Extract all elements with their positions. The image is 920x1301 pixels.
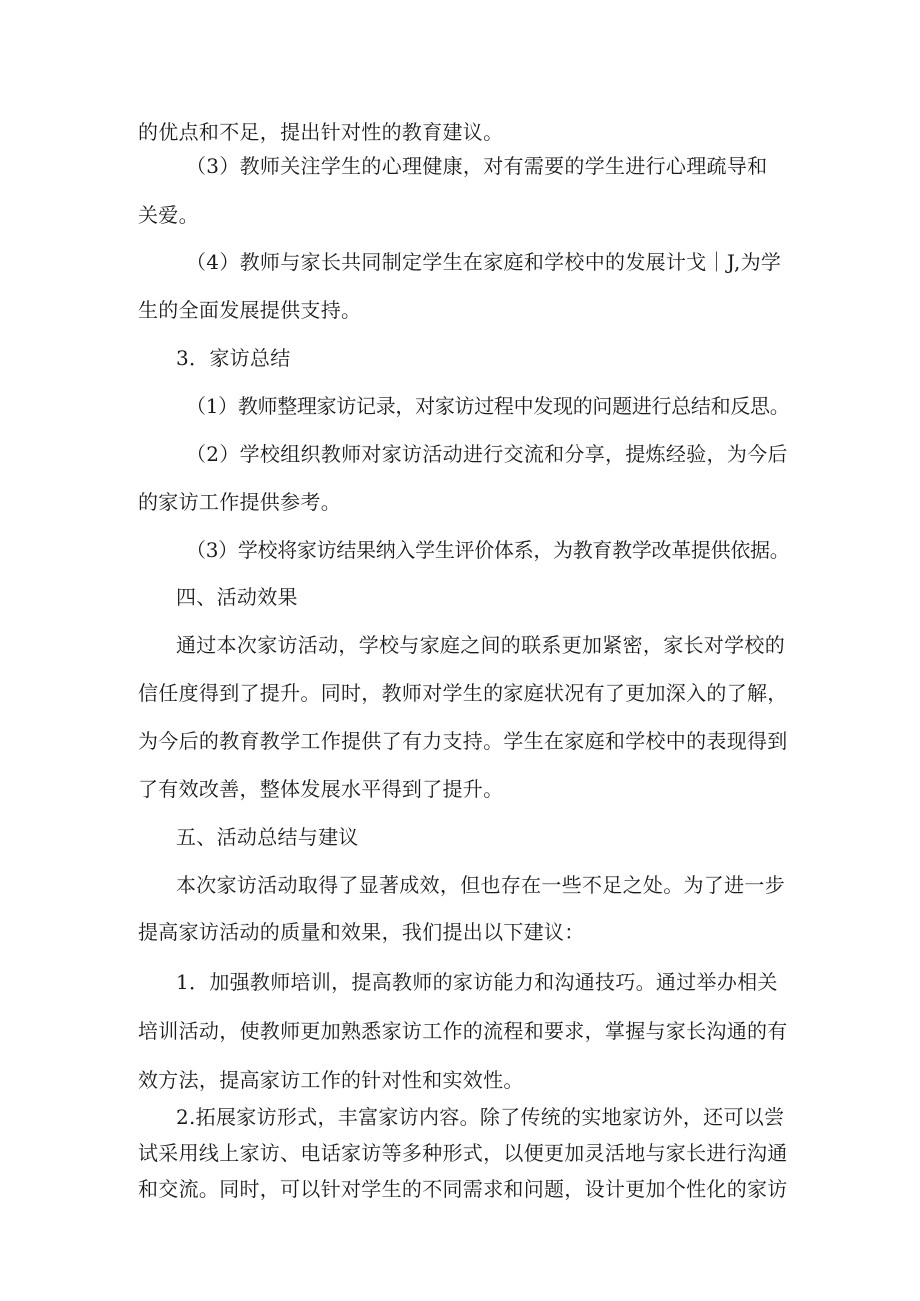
text-line: 信任度得到了提升。同时，教师对学生的家庭状况有了更加深入的了解， [138, 681, 788, 705]
section-heading: 3．家访总结 [176, 346, 291, 370]
section-heading: 五、活动总结与建议 [176, 825, 359, 849]
text-line: （2）学校组织教师对家访活动进行交流和分享，提炼经验，为今后 [186, 442, 788, 466]
text-line: 通过本次家访活动，学校与家庭之间的联系更加紧密，家长对学校的 [176, 633, 785, 657]
text-line: 培训活动，使教师更加熟悉家访工作的流程和要求，掌握与家长沟通的有 [138, 1019, 788, 1043]
text-line: 为今后的教育教学工作提供了有力支持。学生在家庭和学校中的表现得到 [138, 729, 788, 753]
text-line: 2.拓展家访形式，丰富家访内容。除了传统的实地家访外，还可以尝 [176, 1105, 785, 1129]
section-heading: 四、活动效果 [176, 585, 298, 609]
text-line: 本次家访活动取得了显著成效，但也存在一些不足之处。为了进一步 [176, 873, 785, 897]
text-line: （3）教师关注学生的心理健康，对有需要的学生进行心理疏导和 [186, 154, 768, 178]
text-line: 关爱。 [138, 203, 199, 227]
text-line: 提高家访活动的质量和效果，我们提出以下建议： [138, 920, 585, 944]
text-line: （3）学校将家访结果纳入学生评价体系，为教育教学改革提供依据。 [186, 538, 790, 562]
text-line: 试采用线上家访、电话家访等多种形式，以便更加灵活地与家长进行沟通 [138, 1141, 788, 1165]
text-line: 的家访工作提供参考。 [138, 490, 341, 514]
text-line: 效方法，提高家访工作的针对性和实效性。 [138, 1068, 524, 1092]
text-line: 1．加强教师培训，提高教师的家访能力和沟通技巧。通过举办相关 [176, 970, 778, 994]
text-line: （4）教师与家长共同制定学生在家庭和学校中的发展计戈｜J,为学 [186, 250, 782, 274]
text-line: 了有效改善，整体发展水平得到了提升。 [138, 777, 504, 801]
text-line: 生的全面发展提供支持。 [138, 298, 362, 322]
text-line: 和交流。同时，可以针对学生的不同需求和问题，设计更加个性化的家访 [138, 1177, 788, 1201]
text-line: （1）教师整理家访记录，对家访过程中发现的问题进行总结和反思。 [186, 394, 790, 418]
text-line: 的优点和不足，提出针对性的教育建议。 [138, 120, 504, 144]
